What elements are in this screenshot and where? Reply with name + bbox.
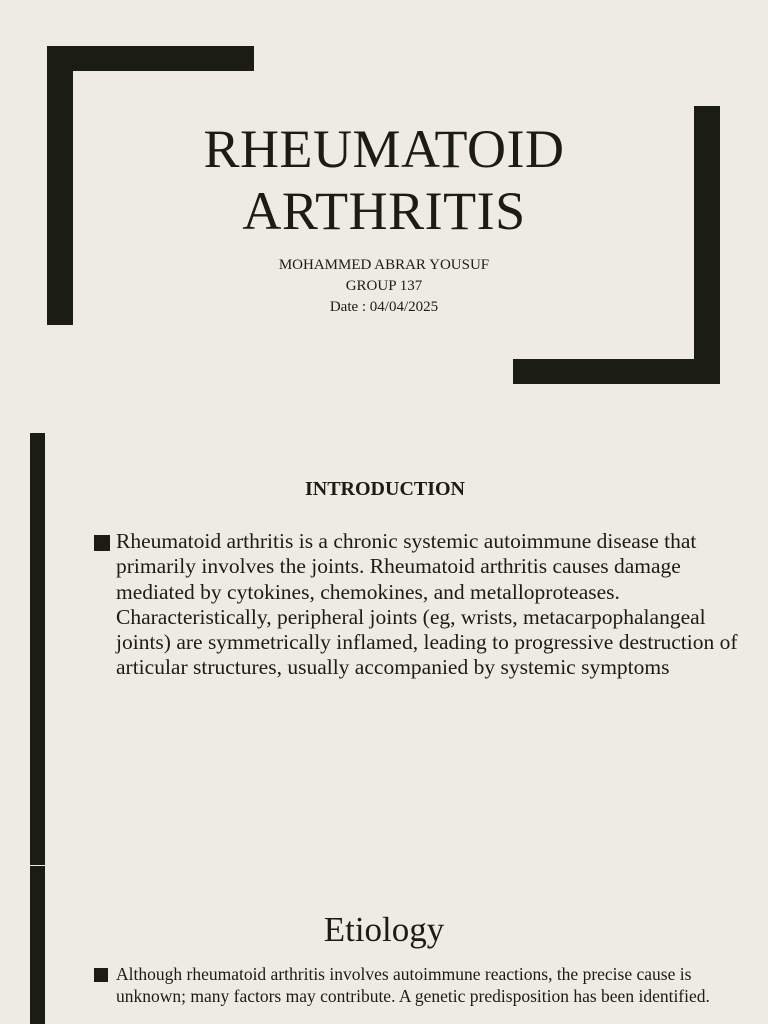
bullet-text: Rheumatoid arthritis is a chronic systemic autoimmune disease that primarily involves the joints. Rheumatoid arthritis causes damage mediated by cytokines, chemokines, and metalloproteases. Characteristically, peripheral joints (eg, wrists, metacarpophalangeal joints) are symmetrically inflamed, leading to progressive destruction of articular structures, usually accompanied by systemic symptoms [116, 529, 738, 680]
etiology-slide [0, 866, 768, 1024]
corner-bracket-bottom-right-vertical [694, 106, 720, 384]
title-line-2: ARTHRITIS [242, 181, 526, 241]
title-slide [0, 0, 768, 432]
author-name: MOHAMMED ABRAR YOUSUF [278, 257, 490, 273]
introduction-heading: INTRODUCTION [304, 478, 466, 500]
square-bullet-icon [94, 535, 110, 551]
slide-title [120, 118, 648, 242]
corner-bracket-bottom-right [513, 359, 720, 384]
group-label: GROUP 137 [345, 278, 423, 294]
corner-bracket-top-left-vertical [47, 46, 73, 325]
date-label: Date : 04/04/2025 [329, 299, 439, 315]
bullet-item [94, 529, 744, 681]
etiology-heading: Etiology [323, 910, 445, 949]
title-line-1: RHEUMATOID [203, 119, 565, 179]
slide-subtitle [180, 255, 588, 318]
square-bullet-icon [94, 968, 108, 982]
bullet-text: Although rheumatoid arthritis involves autoimmune reactions, the precise cause is unknown; many factors may contribute. A genetic predisposition has been identified. [116, 964, 710, 1006]
introduction-slide [0, 432, 768, 865]
corner-bracket-top-left [47, 46, 254, 71]
bullet-item [94, 963, 754, 1007]
